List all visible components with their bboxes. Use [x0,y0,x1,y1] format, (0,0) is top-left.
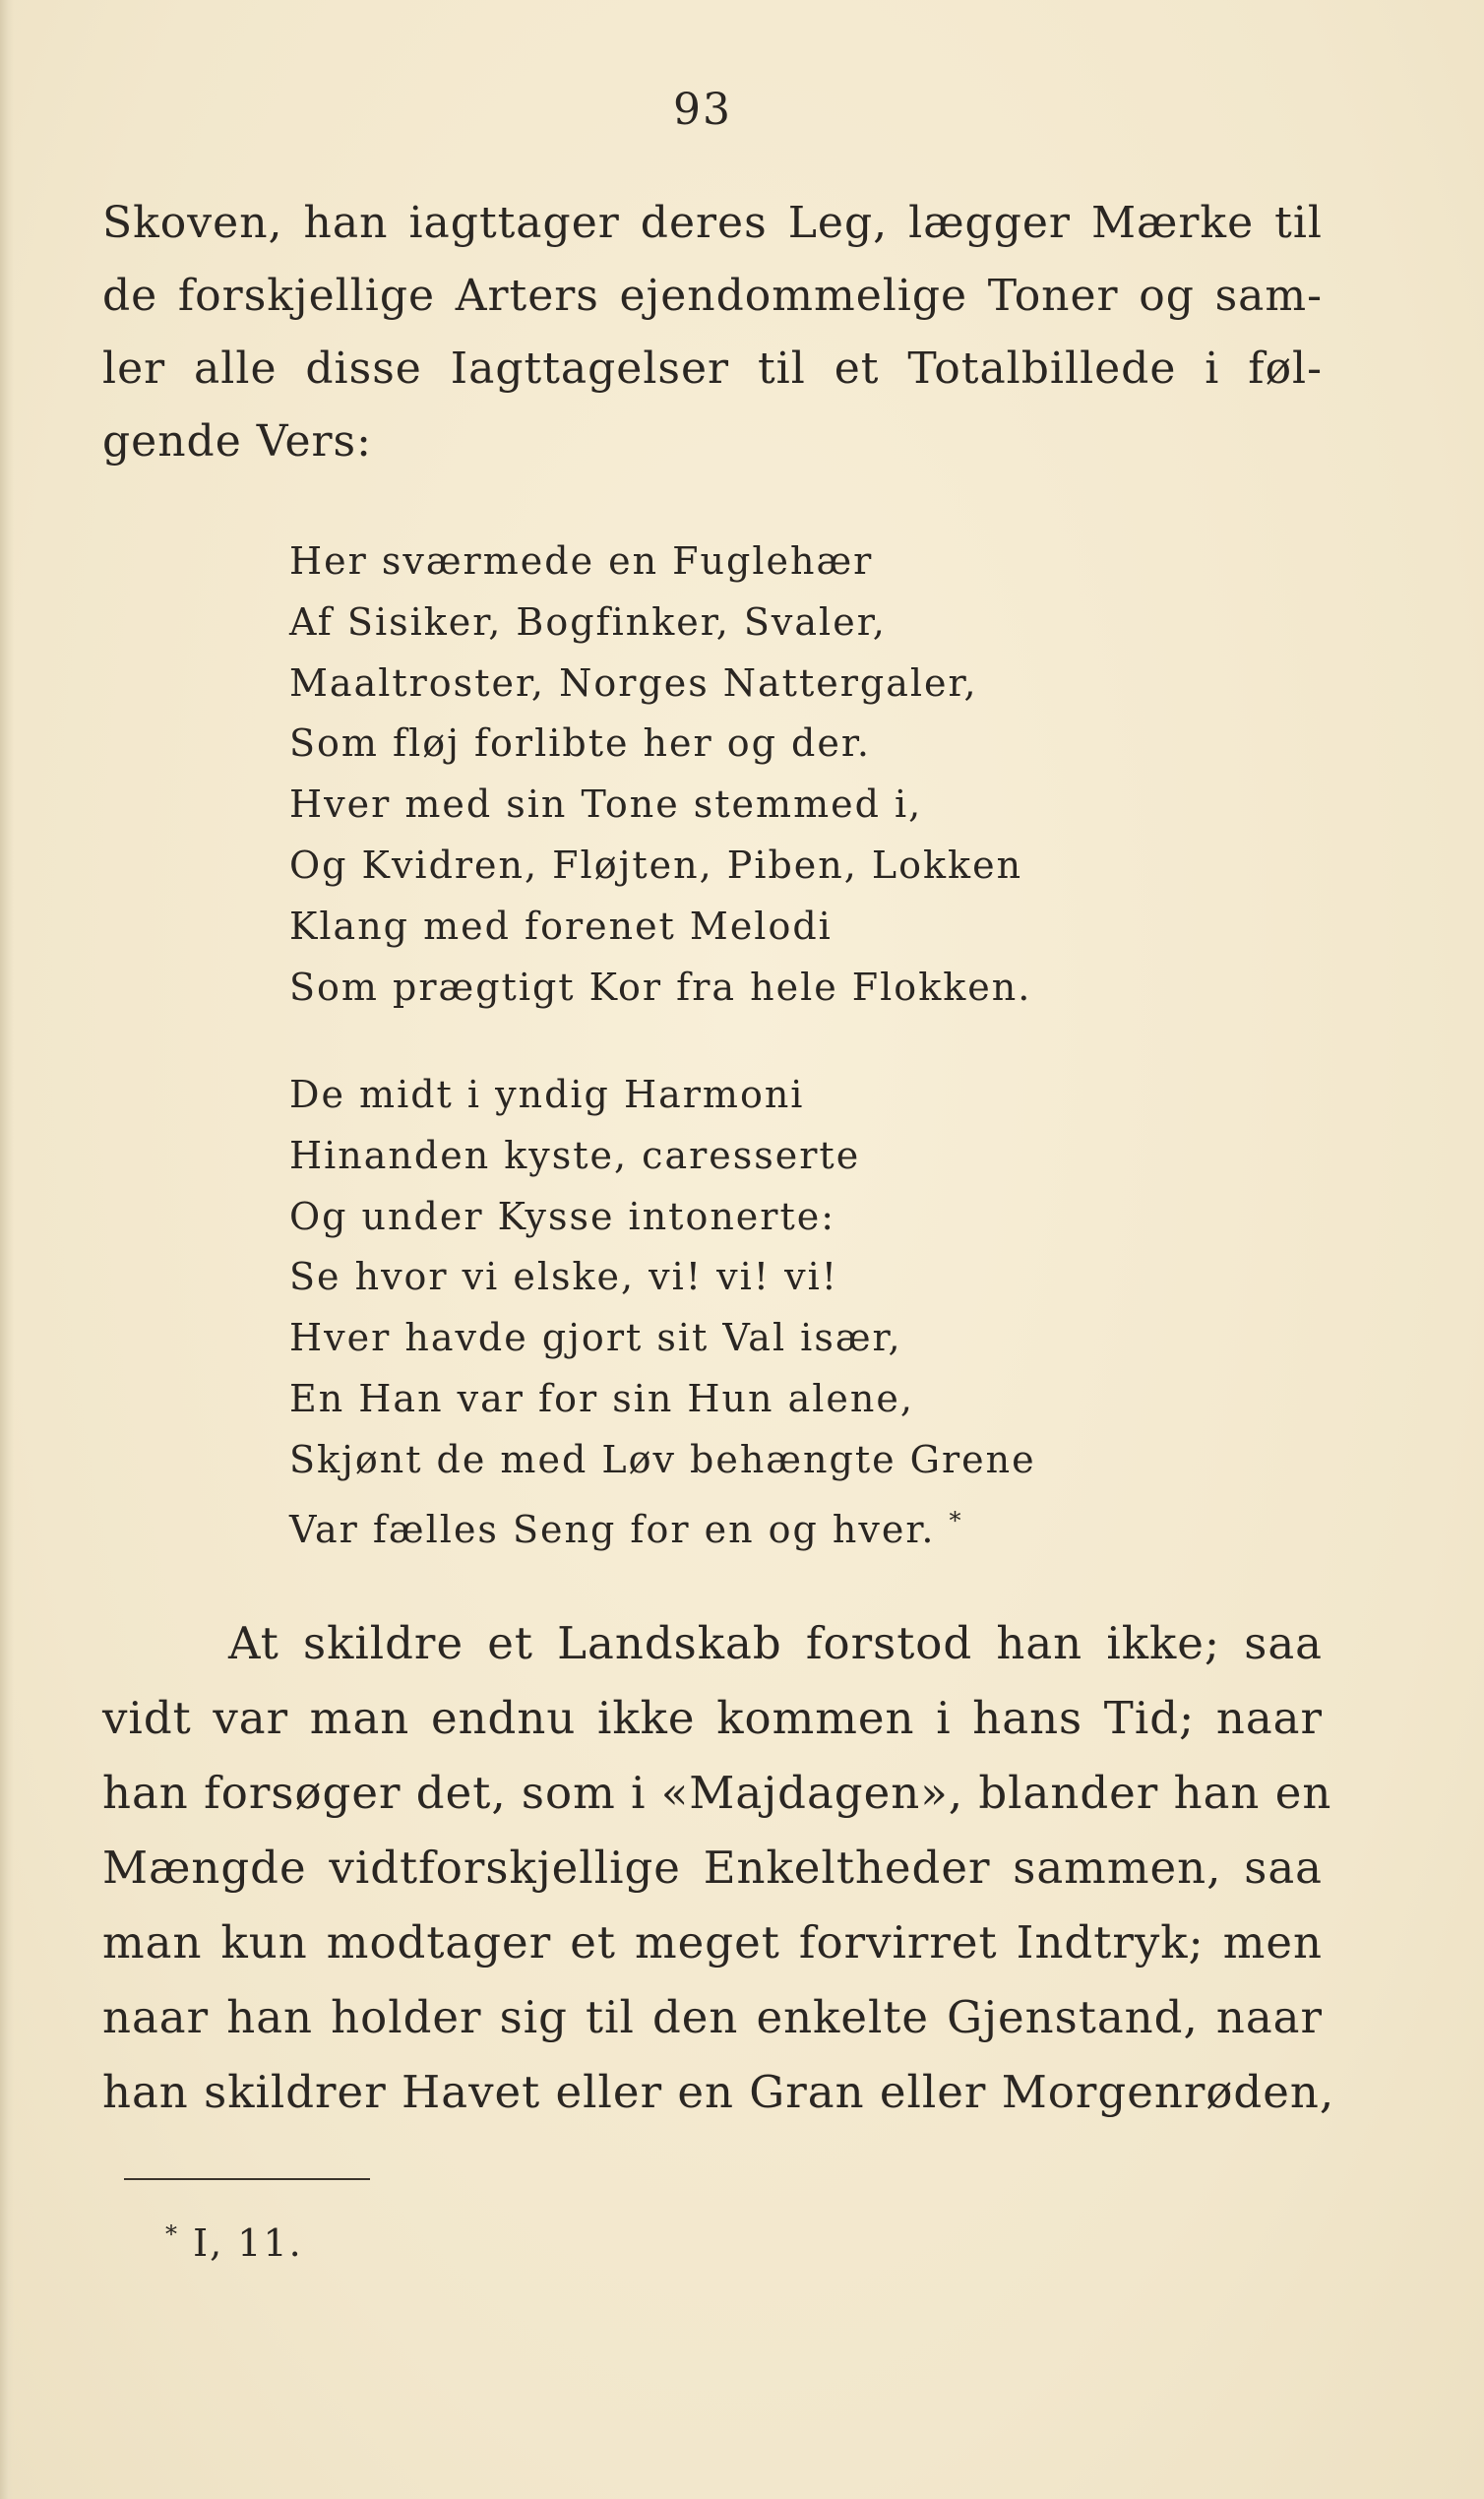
text-line: man kun modtager et meget forvirret Indtryk; men [102,1916,1323,1968]
footnote-divider [124,2178,370,2180]
verse-stanza-2 [289,1065,1036,1560]
text-line: gende Vers: [102,416,372,467]
text-line: han forsøger det, som i «Majdagen», blander han en [102,1767,1332,1819]
verse-line: Se hvor vi elske, vi! vi! vi! [289,1255,839,1299]
text-line: At skildre et Landskab forstod han ikke; saa [228,1617,1323,1669]
verse-line: Hver havde gjort sit Val især, [289,1316,902,1360]
verse-line: Her sværmede en Fuglehær [289,539,874,583]
verse-line: Hinanden kyste, caresserte [289,1133,861,1177]
paragraph-intro [102,187,1323,478]
text-line: Skoven, han iagttager deres Leg, lægger Mærke til [102,198,1323,248]
page-edge-shadow [0,0,14,2499]
verse-line: Af Sisiker, Bogfinker, Svaler, [289,599,887,644]
text-line: ler alle disse Iagttagelser til et Totalbillede i føl- [102,344,1323,394]
text-line: Mængde vidtforskjellige Enkeltheder sammen, saa [102,1842,1323,1894]
verse-line: Klang med forenet Melodi [289,904,833,948]
verse-line: Som prægtigt Kor fra hele Flokken. [289,965,1032,1009]
footnote-mark: * [165,2220,179,2248]
text-line: naar han holder sig til den enkelte Gjenstand, naar [102,1991,1323,2043]
footnote-text: I, 11. [193,2221,303,2265]
footnote [165,2220,303,2265]
verse-line: Maaltroster, Norges Nattergaler, [289,660,978,705]
verse-line: Som fløj forlibte her og der. [289,721,871,766]
paragraph-landscape [102,1606,1335,2130]
verse-line: En Han var for sin Hun alene, [289,1376,914,1420]
verse-line: Og under Kysse intonerte: [289,1194,836,1238]
verse-line: Skjønt de med Løv behængte Grene [289,1437,1036,1481]
text-line: han skildrer Havet eller en Gran eller Morgenrøden, [102,2066,1335,2118]
text-line: vidt var man endnu ikke kommen i hans Tid; naar [102,1692,1323,1744]
verse-stanza-1 [289,531,1031,1018]
verse-line: De midt i yndig Harmoni [289,1073,805,1116]
footnote-reference-mark: * [949,1506,963,1534]
verse-line-last [289,1491,1036,1561]
verse-line: Hver med sin Tone stemmed i, [289,782,923,827]
page-number: 93 [673,85,732,135]
verse-line-text: Var fælles Seng for en og hver. [289,1507,936,1551]
text-line: de forskjellige Arters ejendommelige Toner og sam- [102,271,1323,321]
verse-line: Og Kvidren, Fløjten, Piben, Lokken [289,843,1023,887]
